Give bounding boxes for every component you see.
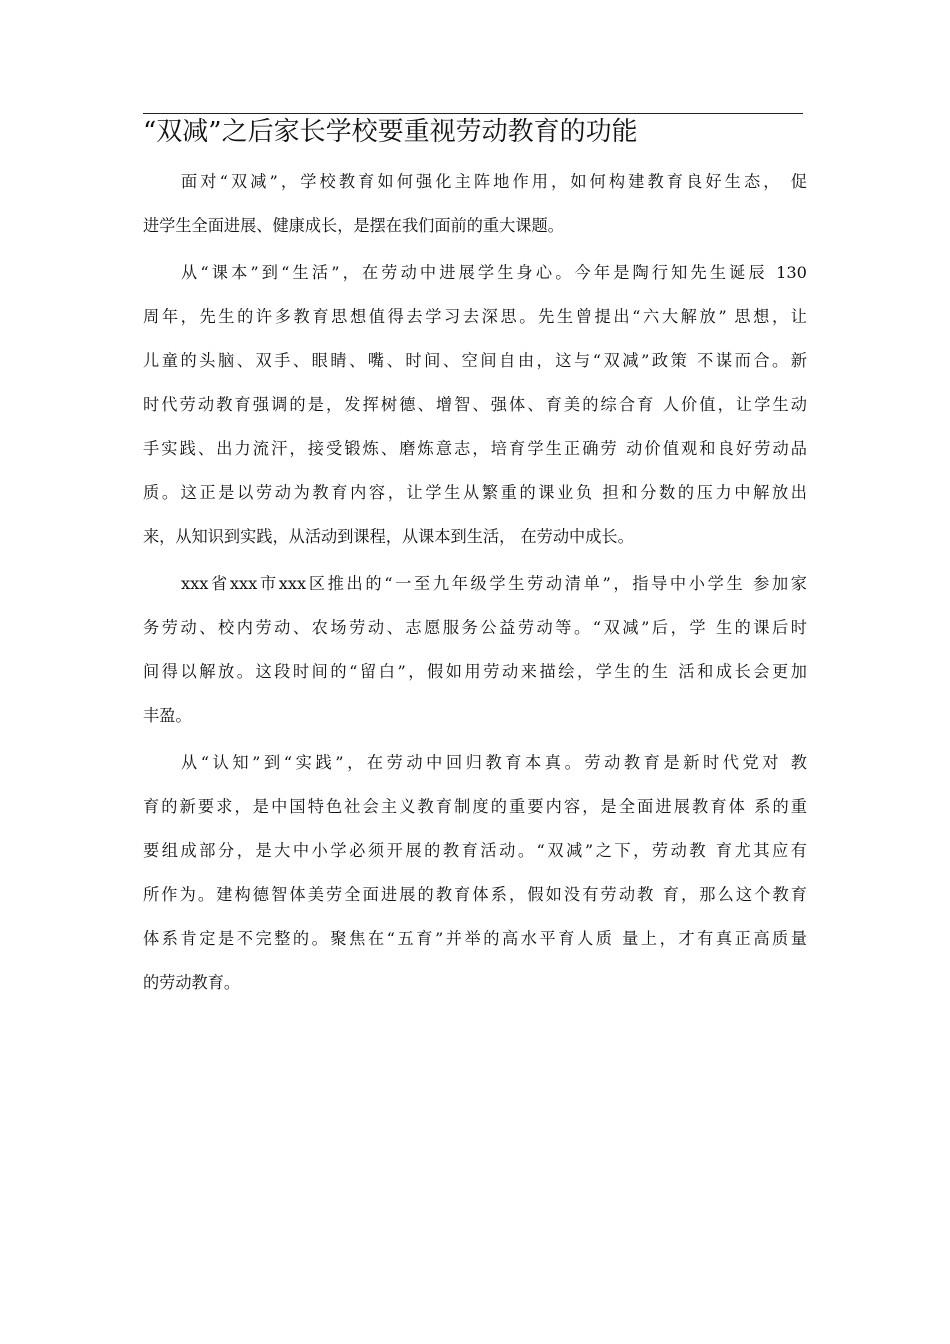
paragraph-line: 手实践、出力流汗，接受锻炼、磨炼意志，培育学生正确劳 动价值观和良好劳动品 [143,439,807,458]
paragraph [143,251,807,559]
paragraph-line: 面对“双减”，学校教育如何强化主阵地作用，如何构建教育良好生态， 促 [181,172,807,191]
document-body [143,160,807,1008]
paragraph-line: 来，从知识到实践，从活动到课程，从课本到生活， 在劳动中成长。 [143,527,634,546]
paragraph [143,160,807,248]
paragraph-line: 间得以解放。这段时间的“留白”，假如用劳动来描绘，学生的生 活和成长会更加 [143,662,807,681]
paragraph-line: 时代劳动教育强调的是，发挥树德、增智、强体、育美的综合育 人价值，让学生动 [143,395,807,414]
paragraph-line: 育的新要求，是中国特色社会主义教育制度的重要内容，是全面进展教育体 系的重 [143,797,807,816]
paragraph-line: xxx省xxx市xxx区推出的“一至九年级学生劳动清单”，指导中小学生 参加家 [181,574,807,593]
paragraph-line: 从“课本”到“生活”，在劳动中进展学生身心。今年是陶行知先生诞辰 130 [181,263,807,282]
paragraph-line: 的劳动教育。 [143,973,241,992]
paragraph [143,741,807,1005]
paragraph-line: 丰盈。 [143,706,192,725]
paragraph-line: 周年，先生的许多教育思想值得去学习去深思。先生曾提出“六大解放” 思想，让 [143,307,807,326]
paragraph-line: 务劳动、校内劳动、农场劳动、志愿服务公益劳动等。“双减”后，学 生的课后时 [143,618,807,637]
paragraph-line: 要组成部分，是大中小学必须开展的教育活动。“双减”之下，劳动教 育尤其应有 [143,841,807,860]
paragraph-line: 从“认知”到“实践”，在劳动中回归教育本真。劳动教育是新时代党对 教 [181,753,807,772]
paragraph-line: 儿童的头脑、双手、眼睛、嘴、时间、空间自由，这与“双减”政策 不谋而合。新 [143,351,807,370]
document-title: “双减”之后家长学校要重视劳动教育的功能 [143,117,638,147]
paragraph-line: 进学生全面进展、健康成长，是摆在我们面前的重大课题。 [143,216,564,235]
paragraph [143,562,807,738]
paragraph-line: 所作为。建构德智体美劳全面进展的教育体系，假如没有劳动教 育，那么这个教育 [143,885,807,904]
paragraph-line: 质。这正是以劳动为教育内容，让学生从繁重的课业负 担和分数的压力中解放出 [143,483,807,502]
paragraph-line: 体系肯定是不完整的。聚焦在“五育”并举的高水平育人质 量上，才有真正高质量 [143,929,807,948]
